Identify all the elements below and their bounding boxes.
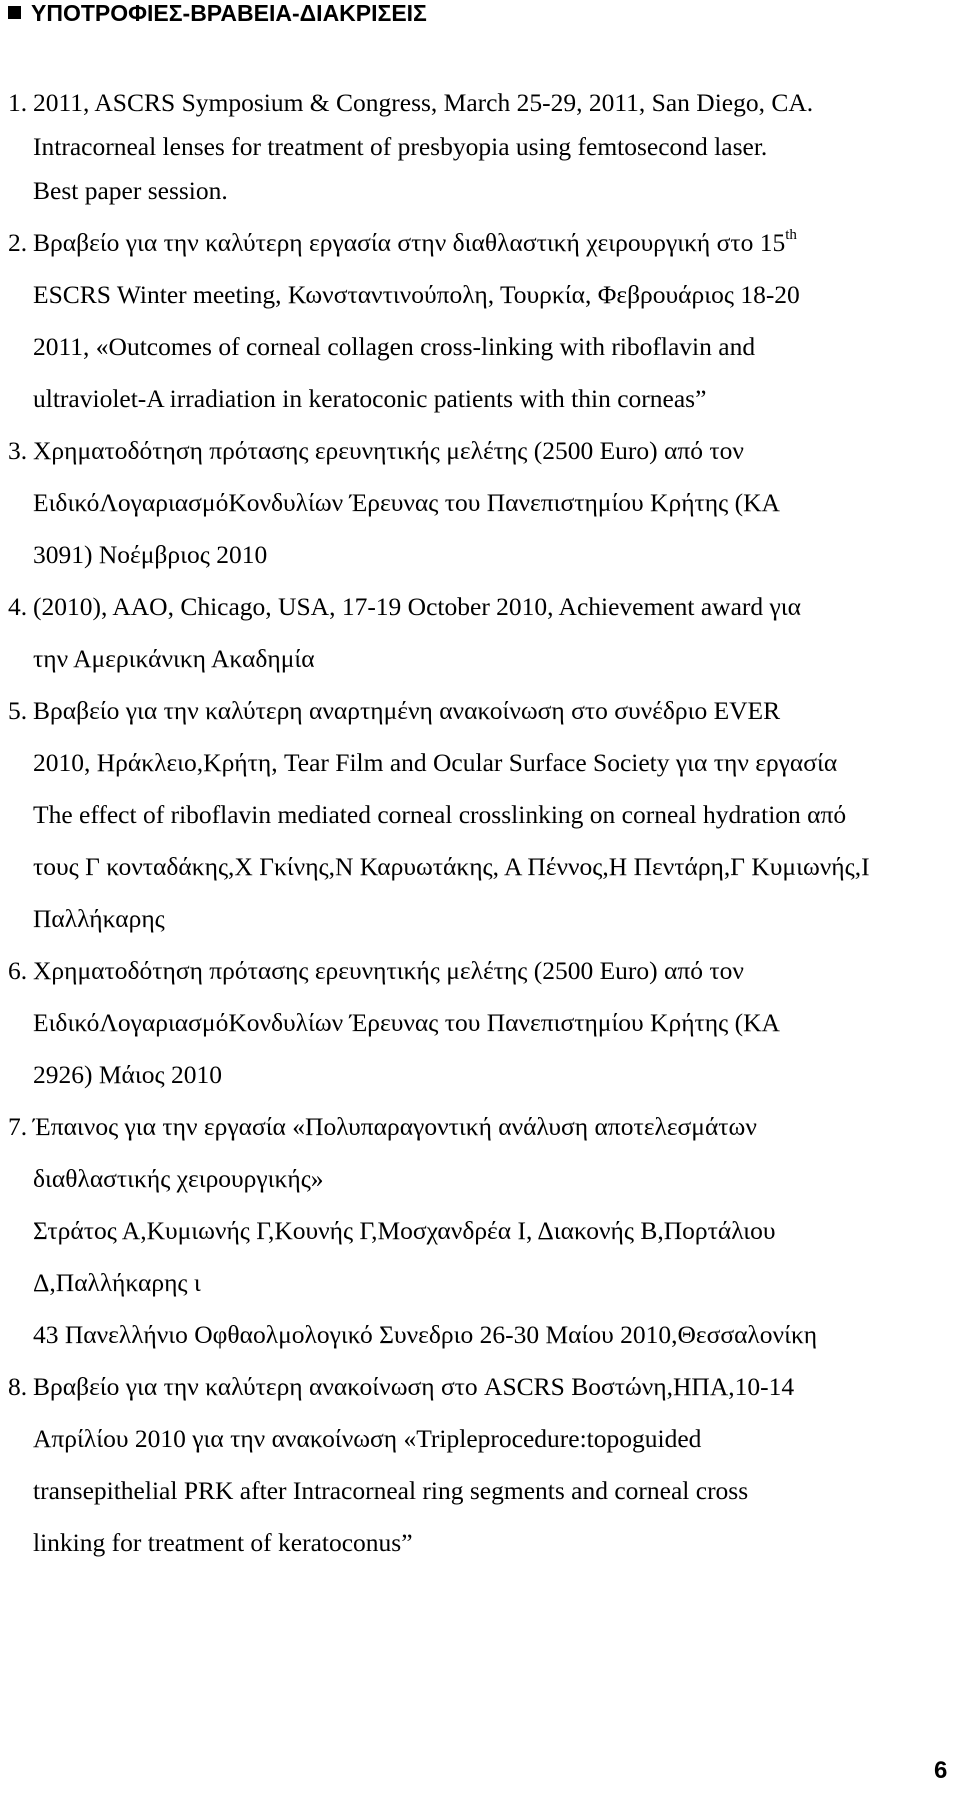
list-item-7-line-4: Δ,Παλλήκαρης ι xyxy=(33,1268,201,1297)
list-item-3-line-3: 3091) Νοέμβριος 2010 xyxy=(33,540,268,569)
square-bullet-icon xyxy=(8,6,21,19)
list-item-8-number: 8. xyxy=(8,1372,28,1401)
list-item-5-line-5: Παλλήκαρης xyxy=(33,904,165,933)
list-item-7-line-5: 43 Πανελλήνιο Οφθαολμολογικό Συνεδριο 26-30 Μαίου 2010,Θεσσαλονίκη xyxy=(33,1320,818,1349)
section-heading xyxy=(8,0,427,28)
list-item-1-number: 1. xyxy=(8,88,28,117)
list-item-5-line-2: 2010, Ηράκλειο,Κρήτη, Tear Film and Ocular Surface Society για την εργασία xyxy=(33,748,838,777)
list-item-2-line-1 xyxy=(8,228,797,258)
section-heading-text: ΥΠΟΤΡΟΦΙΕΣ-ΒΡΑΒΕΙΑ-ΔΙΑΚΡΙΣΕΙΣ xyxy=(31,0,427,26)
list-item-3-line-1 xyxy=(8,436,744,466)
list-item-4-text: (2010), AAO, Chicago, USA, 17-19 October 2010, Achievement award για xyxy=(33,592,802,621)
list-item-6-number: 6. xyxy=(8,956,28,985)
list-item-2-text: Βραβείο για την καλύτερη εργασία στην διαθλαστική χειρουργική στο 15 xyxy=(33,228,786,257)
list-item-5-line-3: The effect of riboflavin mediated corneal crosslinking on corneal hydration από xyxy=(33,800,847,829)
list-item-7-text: Έπαινος για την εργασία «Πολυπαραγοντική ανάλυση αποτελεσμάτων xyxy=(33,1112,757,1141)
list-item-8-line-3: transepithelial PRK after Intracorneal ring segments and corneal cross xyxy=(33,1476,749,1505)
list-item-4-number: 4. xyxy=(8,592,28,621)
list-item-6-line-2: ΕιδικόΛογαριασμόΚονδυλίων Έρευνας του Πανεπιστημίου Κρήτης (ΚΑ xyxy=(33,1008,780,1037)
list-item-5-line-1 xyxy=(8,696,780,726)
list-item-1-line-3: Best paper session. xyxy=(33,176,228,205)
list-item-2-line-2: ESCRS Winter meeting, Κωνσταντινούπολη, Τουρκία, Φεβρουάριος 18-20 xyxy=(33,280,800,309)
list-item-5-text: Βραβείο για την καλύτερη αναρτημένη ανακοίνωση στο συνέδριο EVER xyxy=(33,696,781,725)
list-item-1-line-2: Intracorneal lenses for treatment of presbyopia using femtosecond laser. xyxy=(33,132,768,161)
superscript: th xyxy=(785,227,797,243)
list-item-6-line-3: 2926) Μάιος 2010 xyxy=(33,1060,222,1089)
list-item-8-line-2: Απρίλίου 2010 για την ανακοίνωση «Tripleprocedure:topoguided xyxy=(33,1424,702,1453)
list-item-7-line-3: Στράτος Α,Κυμιωνής Γ,Κουνής Γ,Μοσχανδρέα Ι, Διακονής Β,Πορτάλιου xyxy=(33,1216,776,1245)
list-item-8-line-4: linking for treatment of keratoconus” xyxy=(33,1528,413,1557)
list-item-7-line-2: διαθλαστικής χειρουργικής» xyxy=(33,1164,324,1193)
list-item-5-line-4: τους Γ κονταδάκης,Χ Γκίνης,Ν Καρυωτάκης, Α Πέννος,Η Πεντάρη,Γ Κυμιωνής,Ι xyxy=(33,852,870,881)
list-item-6-text: Χρηματοδότηση πρότασης ερευνητικής μελέτης (2500 Euro) από τον xyxy=(33,956,744,985)
list-item-4-line-1 xyxy=(8,592,801,622)
list-item-5-number: 5. xyxy=(8,696,28,725)
list-item-7-number: 7. xyxy=(8,1112,28,1141)
list-item-6-line-1 xyxy=(8,956,744,986)
list-item-8-line-1 xyxy=(8,1372,794,1402)
list-item-1-text: 2011, ASCRS Symposium & Congress, March 25-29, 2011, San Diego, CA. xyxy=(33,88,814,117)
list-item-2-line-4: ultraviolet-A irradiation in keratoconic patients with thin corneas” xyxy=(33,384,707,413)
list-item-3-text: Χρηματοδότηση πρότασης ερευνητικής μελέτης (2500 Euro) από τον xyxy=(33,436,744,465)
list-item-2-number: 2. xyxy=(8,228,28,257)
list-item-7-line-1 xyxy=(8,1112,757,1142)
list-item-3-line-2: ΕιδικόΛογαριασμόΚονδυλίων Έρευνας του Πανεπιστημίου Κρήτης (ΚΑ xyxy=(33,488,780,517)
page-number: 6 xyxy=(934,1757,948,1784)
list-item-1-line-1 xyxy=(8,88,813,118)
list-item-8-text: Βραβείο για την καλύτερη ανακοίνωση στο ASCRS Βοστώνη,ΗΠΑ,10-14 xyxy=(33,1372,795,1401)
list-item-3-number: 3. xyxy=(8,436,28,465)
list-item-4-line-2: την Αμερικάνικη Ακαδημία xyxy=(33,644,315,673)
list-item-2-line-3: 2011, «Outcomes of corneal collagen cross-linking with riboflavin and xyxy=(33,332,756,361)
